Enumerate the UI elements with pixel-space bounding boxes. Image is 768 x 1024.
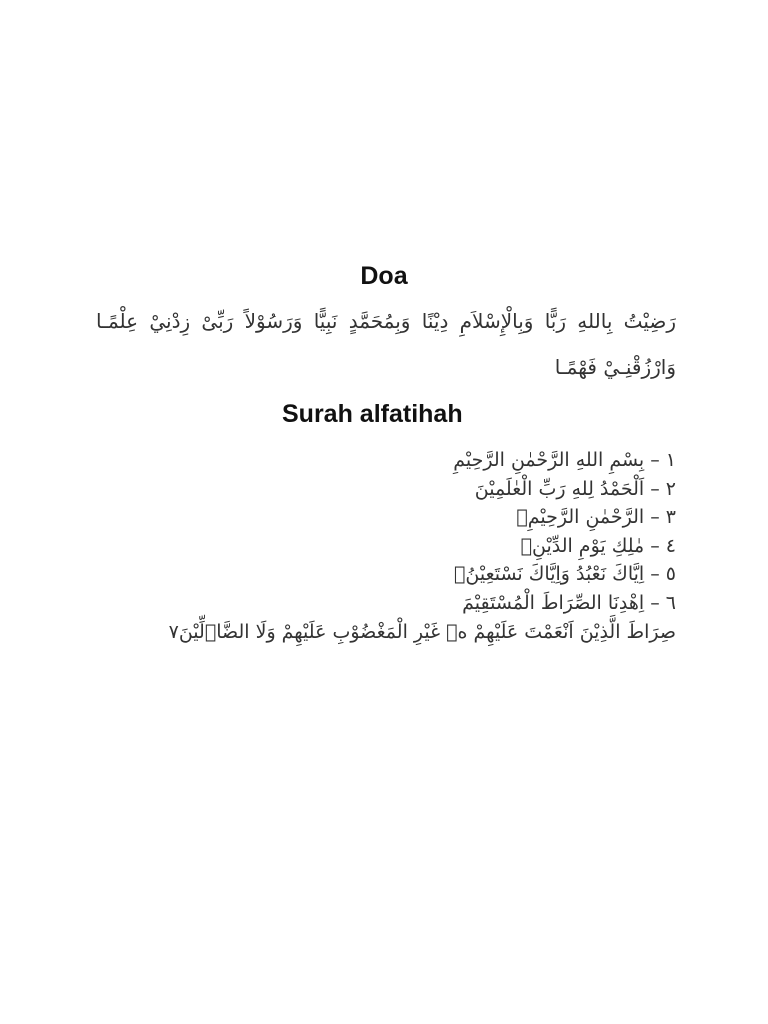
surah-verse-4: ٤ – مٰلِكِ يَوْمِ الدِّيْنِۗ — [520, 534, 676, 557]
surah-verse-7: صِرَاطَ الَّذِيْنَ اَنْعَمْتَ عَلَيْهِمْ ەۙ غَيْرِ الْمَغْضُوْبِ عَلَيْهِمْ وَلَا الضَّاۤلِّيْنَ٧ — [168, 620, 676, 643]
surah-verse-1: ١ – بِسْمِ اللهِ الرَّحْمٰنِ الرَّحِيْمِ — [453, 449, 676, 471]
surah-verse-6: ٦ – اِهْدِنَا الصِّرَاطَ الْمُسْتَقِيْمَ — [462, 591, 676, 614]
surah-verse-2: ٢ – اَلْحَمْدُ لِلهِ رَبِّ الْعٰلَمِيْنَ — [474, 477, 676, 500]
surah-verse-5: ٥ – اِيَّاكَ نَعْبُدُ وَاِيَّاكَ نَسْتَعِيْنُۗ — [453, 563, 676, 586]
doa-text-line-2: وَارْزُقْنِـيْ فَهْمًـا — [554, 355, 676, 379]
surah-verse-list — [56, 446, 676, 646]
doa-text-line-1: رَضِيْتُ بِاللهِ رَبًّا وَبِالْإِسْلاَمِ دِيْنًا وَبِمُحَمَّدٍ نَبِيًّا وَرَسُوْلاً رَبِّىْ زِدْنِيْ عِلْمًـا — [96, 309, 676, 333]
surah-heading: Surah alfatihah — [282, 400, 463, 428]
surah-verse-3: ٣ – الرَّحْمٰنِ الرَّحِيْمِۙ — [516, 506, 676, 529]
doa-heading: Doa — [360, 262, 408, 290]
